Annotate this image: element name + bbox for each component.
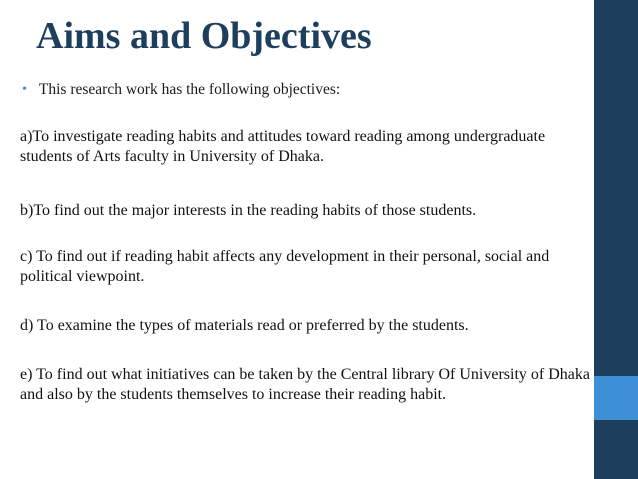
slide-title: Aims and Objectives xyxy=(36,15,372,57)
objective-b: b)To find out the major interests in the reading habits of those students. xyxy=(20,202,477,219)
objective-e: e) To find out what initiatives can be taken by the Central library Of University of Dhaka and also by the students themselves to increase their reading habit. xyxy=(20,366,590,403)
objective-a: a)To investigate reading habits and attitudes toward reading among undergraduate students of Arts faculty in University of Dhaka. xyxy=(20,128,546,165)
intro-bullet xyxy=(22,78,340,102)
objective-d: d) To examine the types of materials read or preferred by the students. xyxy=(20,317,469,334)
intro-bullet-text: This research work has the following objectives: xyxy=(38,81,341,98)
objective-c: c) To find out if reading habit affects any development in their personal, social and political viewpoint. xyxy=(20,248,550,285)
bullet-marker: • xyxy=(22,82,27,97)
side-accent-square xyxy=(594,376,638,420)
